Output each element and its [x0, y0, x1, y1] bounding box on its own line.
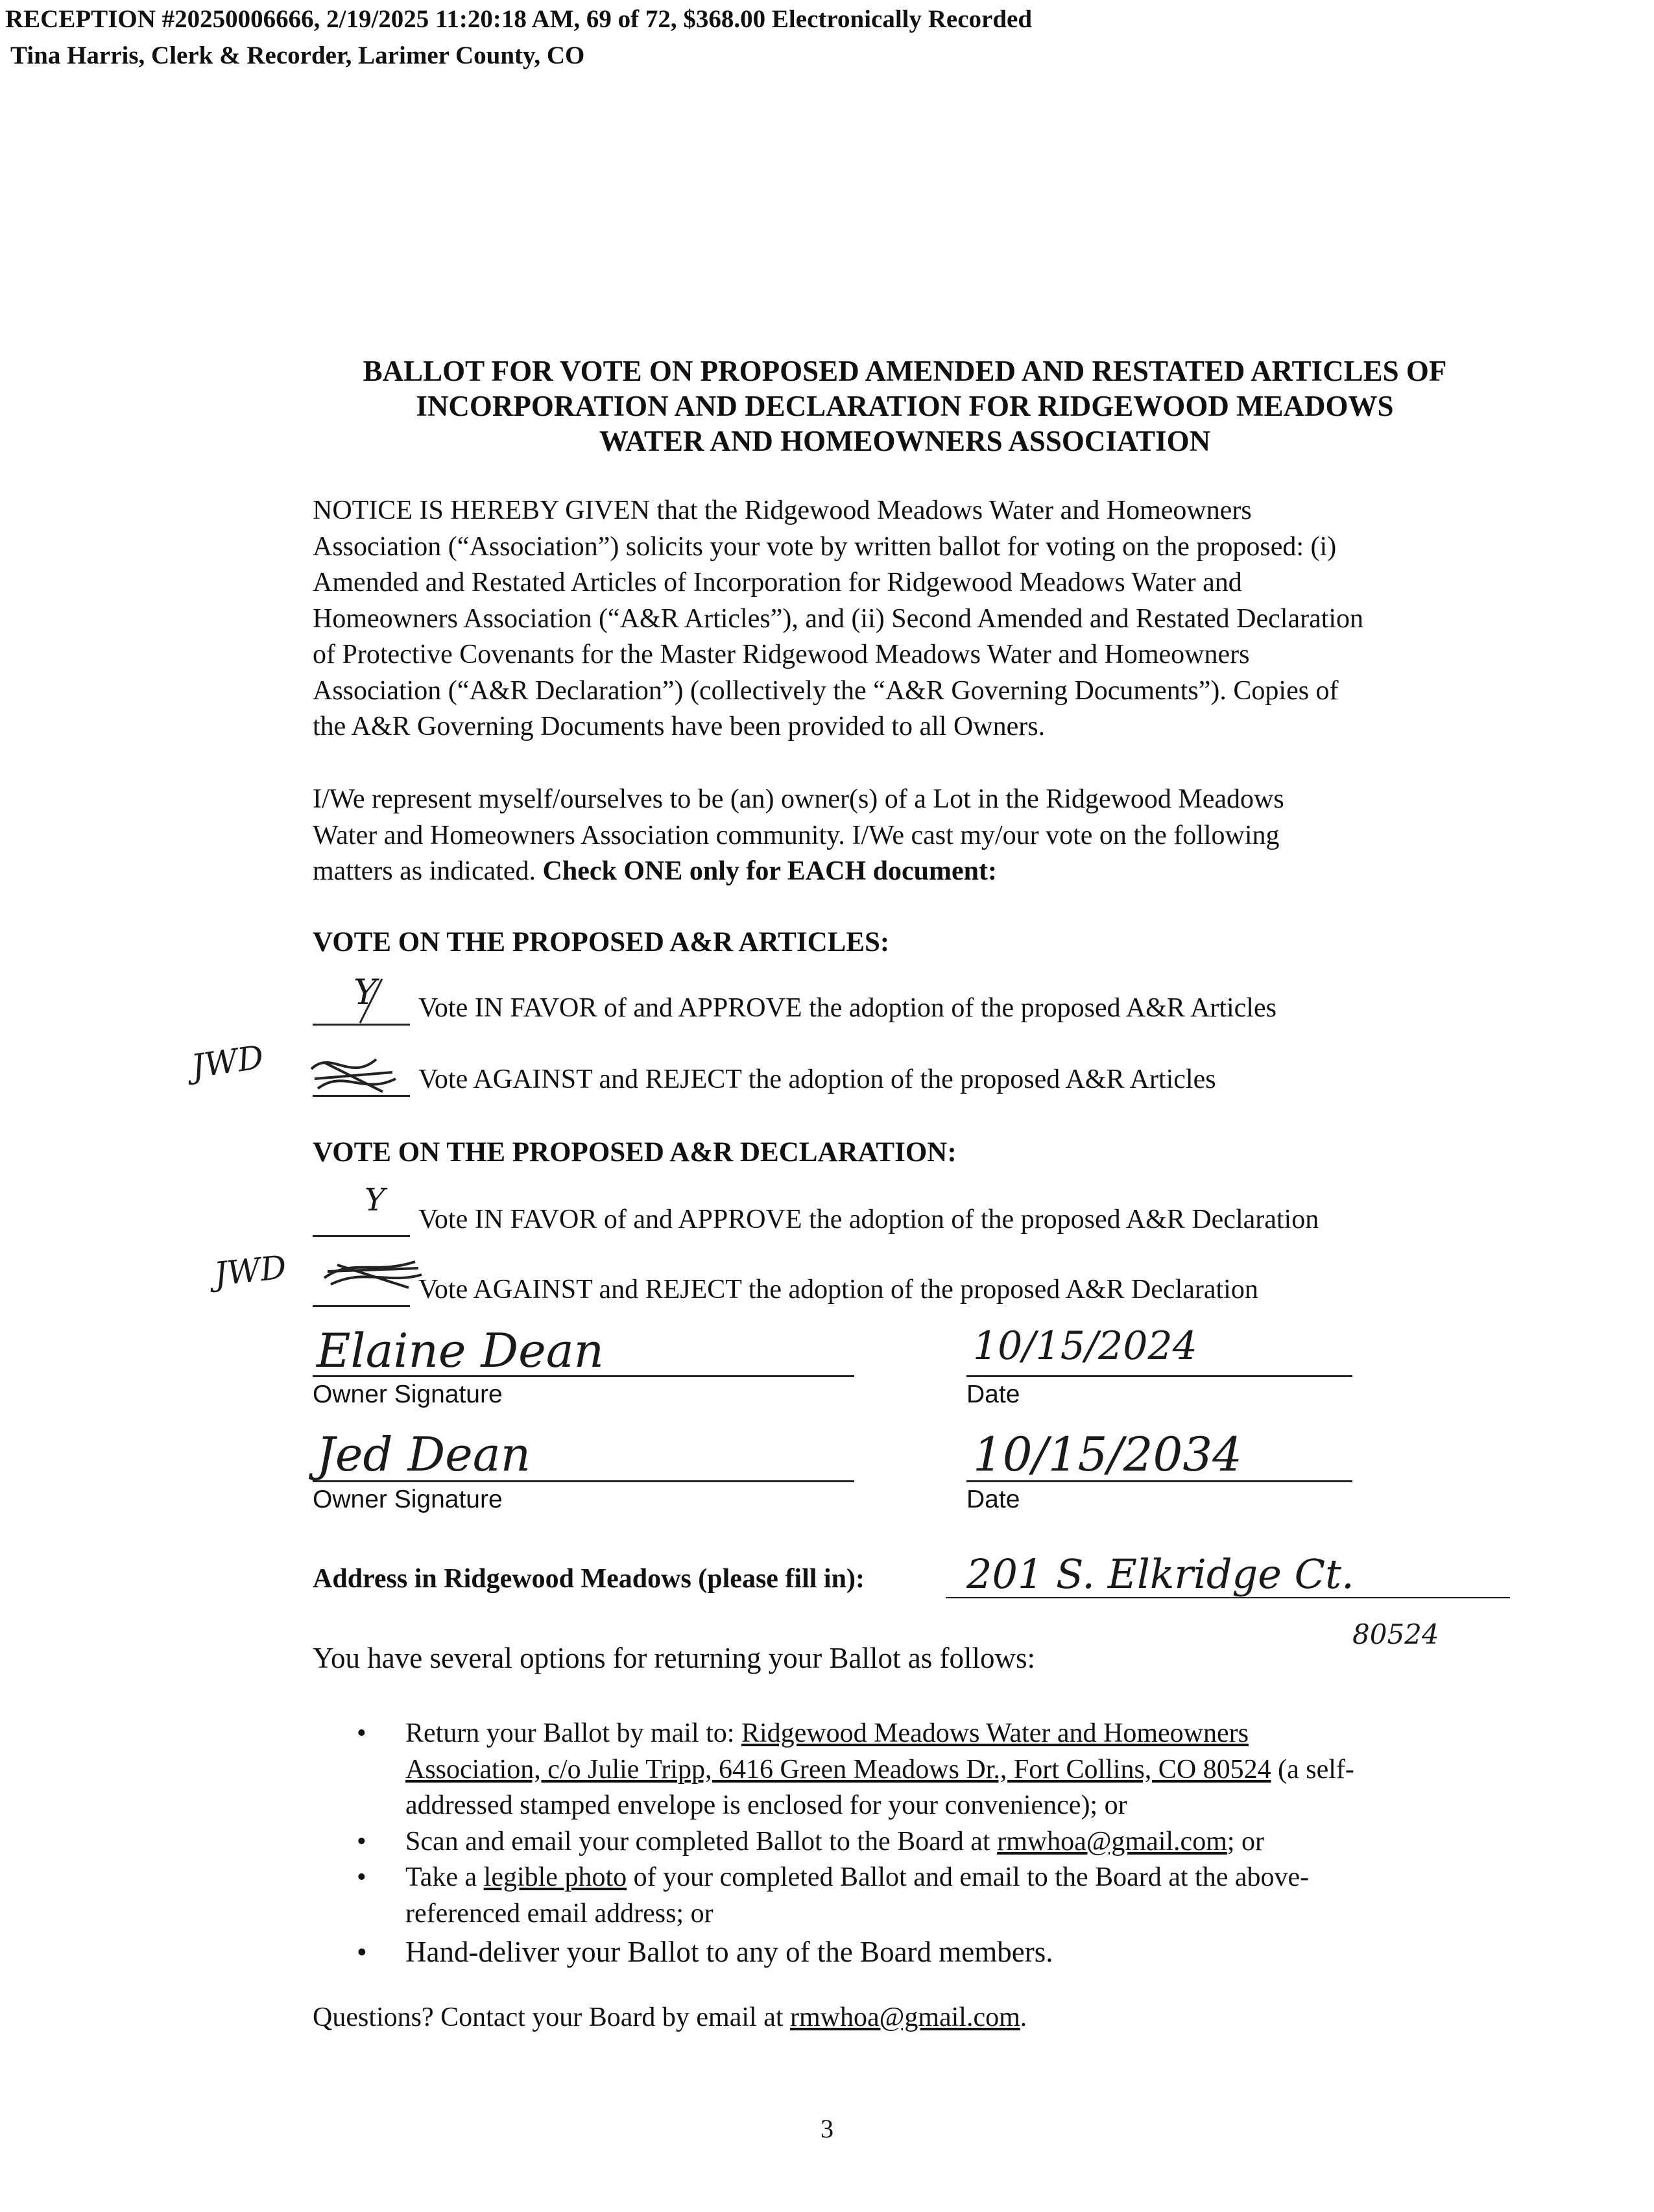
- notice-paragraph: [313, 493, 1545, 745]
- declaration-against-checkbox-line[interactable]: [313, 1305, 410, 1307]
- declaration-favor-mark: Y: [365, 1182, 385, 1218]
- owner-2-signature-line[interactable]: [313, 1480, 854, 1482]
- representation-line: Water and Homeowners Association community. I/We cast my/our vote on the following: [313, 820, 1280, 850]
- scan-option-text: Scan and email your completed Ballot to the Board at: [405, 1826, 998, 1857]
- notice-line: NOTICE IS HEREBY GIVEN that the Ridgewood Meadows Water and Homeowners: [313, 496, 1252, 525]
- recording-stamp-line-2: Tina Harris, Clerk & Recorder, Larimer County, CO: [10, 42, 585, 69]
- scan-option-text-end: ; or: [1227, 1826, 1265, 1857]
- mail-option-text: Return your Ballot by mail to:: [405, 1718, 741, 1748]
- notice-line: Homeowners Association (“A&R Articles”), and (ii) Second Amended and Restated Declaration: [313, 603, 1364, 634]
- ballot-title-line-3: WATER AND HOMEOWNERS ASSOCIATION: [599, 425, 1211, 457]
- bullet-icon: •: [357, 1718, 366, 1748]
- declaration-against-label: Vote AGAINST and REJECT the adoption of the proposed A&R Declaration: [418, 1275, 1258, 1304]
- notice-line: of Protective Covenants for the Master Ridgewood Meadows Water and Homeowners: [313, 640, 1250, 669]
- declaration-against-initials: JWD: [212, 1248, 289, 1293]
- owner-1-signature-label: Owner Signature: [313, 1380, 503, 1408]
- return-options-list: [357, 1716, 1544, 1971]
- list-item: [357, 1824, 1544, 1860]
- owner-2-date-line[interactable]: [966, 1480, 1352, 1482]
- articles-favor-mark: Y: [354, 972, 377, 1013]
- owner-1-signature-line[interactable]: [313, 1375, 854, 1377]
- owner-1-date-line[interactable]: [966, 1375, 1352, 1377]
- representation-line: [313, 854, 1545, 890]
- representation-line: I/We represent myself/ourselves to be (an) owner(s) of a Lot in the Ridgewood Meadows: [313, 784, 1284, 814]
- ballot-title-line-1: BALLOT FOR VOTE ON PROPOSED AMENDED AND RESTATED ARTICLES OF: [363, 355, 1447, 387]
- mail-option-text-2: (a self-: [1271, 1754, 1354, 1785]
- ballot-title-line-2: INCORPORATION AND DECLARATION FOR RIDGEWOOD MEADOWS: [416, 390, 1394, 422]
- legible-photo-text: legible photo: [483, 1862, 627, 1892]
- owner-2-signature-label: Owner Signature: [313, 1485, 503, 1513]
- bullet-icon: •: [357, 1936, 367, 1968]
- board-email-link[interactable]: rmwhoa@gmail.com: [997, 1826, 1227, 1857]
- photo-option-text-3: referenced email address; or: [405, 1898, 713, 1929]
- list-item: [357, 1716, 1544, 1824]
- check-one-instruction: Check ONE only for EACH document:: [542, 856, 997, 886]
- articles-vote-heading: VOTE ON THE PROPOSED A&R ARTICLES:: [313, 927, 890, 957]
- questions-text: Questions? Contact your Board by email at: [313, 2002, 791, 2032]
- return-options-intro: You have several options for returning your Ballot as follows:: [313, 1642, 1036, 1674]
- questions-text-end: .: [1020, 2002, 1027, 2032]
- list-item: [357, 1934, 1544, 1971]
- owner-2-date-label: Date: [966, 1485, 1020, 1513]
- bullet-icon: •: [357, 1862, 366, 1892]
- notice-line: Association (“Association”) solicits your vote by written ballot for voting on the proposed: (i): [313, 531, 1337, 562]
- owner-1-date-value: 10/15/2024: [973, 1323, 1197, 1369]
- questions-email-link[interactable]: rmwhoa@gmail.com: [790, 2002, 1020, 2032]
- address-value: 201 S. Elkridge Ct.: [966, 1550, 1354, 1598]
- articles-against-label: Vote AGAINST and REJECT the adoption of the proposed A&R Articles: [418, 1064, 1216, 1094]
- page-number: 3: [821, 2114, 833, 2143]
- hand-deliver-option-text: Hand-deliver your Ballot to any of the Board members.: [405, 1936, 1053, 1968]
- owner-1-signature: Elaine Dean: [317, 1323, 605, 1378]
- notice-line: Association (“A&R Declaration”) (collectively the “A&R Governing Documents”). Copies of: [313, 675, 1339, 706]
- address-zip: 80524: [1352, 1618, 1439, 1650]
- declaration-favor-label: Vote IN FAVOR of and APPROVE the adoption of the proposed A&R Declaration: [418, 1205, 1319, 1234]
- articles-against-initials: JWD: [189, 1038, 267, 1086]
- declaration-against-scribble: [318, 1249, 428, 1301]
- ballot-title: [311, 354, 1498, 459]
- bullet-icon: •: [357, 1826, 366, 1857]
- owner-2-date-value: 10/15/2034: [973, 1427, 1242, 1482]
- notice-line: Amended and Restated Articles of Incorporation for Ridgewood Meadows Water and: [313, 568, 1242, 597]
- declaration-favor-checkbox-line[interactable]: [313, 1235, 410, 1237]
- owner-2-signature: Jed Dean: [317, 1427, 531, 1482]
- declaration-vote-heading: VOTE ON THE PROPOSED A&R DECLARATION:: [313, 1137, 957, 1168]
- list-item: [357, 1860, 1544, 1932]
- photo-option-text: Take a: [405, 1862, 484, 1892]
- address-label: Address in Ridgewood Meadows (please fill in):: [313, 1564, 865, 1594]
- representation-text: matters as indicated.: [313, 856, 543, 886]
- mail-address-line-2: Association, c/o Julie Tripp, 6416 Green Meadows Dr., Fort Collins, CO 80524: [405, 1754, 1271, 1785]
- owner-1-date-label: Date: [966, 1380, 1020, 1408]
- articles-against-checkbox-line[interactable]: [313, 1095, 410, 1097]
- mail-option-text-3: addressed stamped envelope is enclosed for your convenience); or: [405, 1790, 1127, 1820]
- articles-favor-label: Vote IN FAVOR of and APPROVE the adoption of the proposed A&R Articles: [418, 993, 1276, 1023]
- notice-line: the A&R Governing Documents have been provided to all Owners.: [313, 712, 1046, 741]
- mail-address-line-1: Ridgewood Meadows Water and Homeowners: [741, 1718, 1249, 1748]
- questions-line: [313, 2002, 1027, 2033]
- photo-option-text-2: of your completed Ballot and email to the Board at the above-: [627, 1862, 1310, 1892]
- articles-against-scribble: [305, 1043, 402, 1101]
- representation-paragraph: [313, 782, 1545, 890]
- articles-favor-check-stroke: [354, 976, 392, 1025]
- recording-stamp-line-1: RECEPTION #20250006666, 2/19/2025 11:20:18 AM, 69 of 72, $368.00 Electronically Recorded: [5, 5, 1033, 33]
- address-line[interactable]: [946, 1597, 1510, 1598]
